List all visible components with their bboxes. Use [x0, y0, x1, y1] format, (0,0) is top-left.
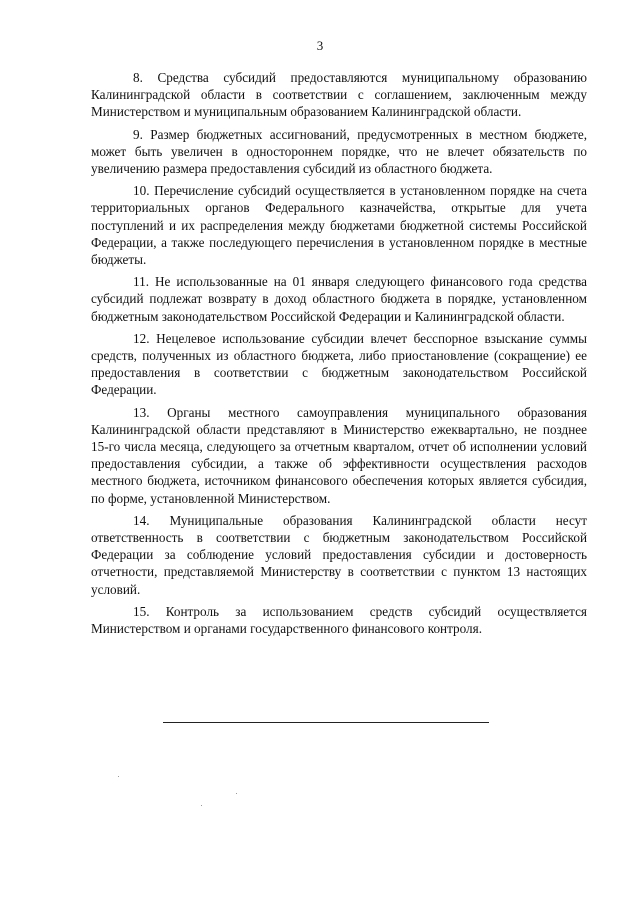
page-number: 3: [316, 38, 324, 53]
paragraph-12: 12. Нецелевое использование субсидии влечет бесспорное взыскание суммы средств, полученных из областного бюджета, либо приостановление (сокращение) ее предоставления в соответствии с бюджетным законодательством Российской Федерации.: [91, 330, 587, 398]
paragraph-10: 10. Перечисление субсидий осуществляется в установленном порядке на счета территориальных органов Федерального казначейства, открытые для учета поступлений и их распределения между бюджетами бюджетной системы Российской Федерации, а также последующего перечисления в установленном порядке в местные бюджеты.: [91, 183, 587, 268]
paragraph-15: 15. Контроль за использованием средств субсидий осуществляется Министерством и органами государственного финансового контроля.: [91, 603, 587, 637]
scan-speck: [118, 776, 119, 777]
document-body: [91, 69, 587, 642]
paragraph-11: 11. Не использованные на 01 января следующего финансового года средства субсидий подлежат возврату в доход областного бюджета в порядке, установленном бюджетным законодательством Российской Федерации и Калининградской области.: [91, 274, 587, 324]
paragraph-8: 8. Средства субсидий предоставляются муниципальному образованию Калининградской области в соответствии с соглашением, заключенным между Министерством и муниципальным образованием Калининградской области.: [91, 70, 587, 120]
paragraph-14: 14. Муниципальные образования Калининградской области несут ответственность в соответствии с бюджетным законодательством Российской Федерации за соблюдение условий предоставления субсидии и достоверность отчетности, представляемой Министерству в соответствии с пунктом 13 настоящих условий.: [91, 512, 587, 597]
scan-speck: [236, 793, 237, 794]
closing-divider-line: [163, 722, 489, 723]
scan-speck: [201, 805, 202, 806]
paragraph-9: 9. Размер бюджетных ассигнований, предусмотренных в местном бюджете, может быть увеличен в одностороннем порядке, что не влечет обязательств по увеличению размера предоставления субсидий из областного бюджета.: [91, 126, 587, 177]
paragraph-13: 13. Органы местного самоуправления муниципального образования Калининградской области представляют в Министерство ежеквартально, не позднее 15-го числа месяца, следующего за отчетным кварталом, отчет об исполнении условий предоставления субсидии, а также об эффективности осуществления расходов местного бюджета, источником финансового обеспечения которых является субсидия, по форме, установленной Министерством.: [91, 404, 587, 506]
